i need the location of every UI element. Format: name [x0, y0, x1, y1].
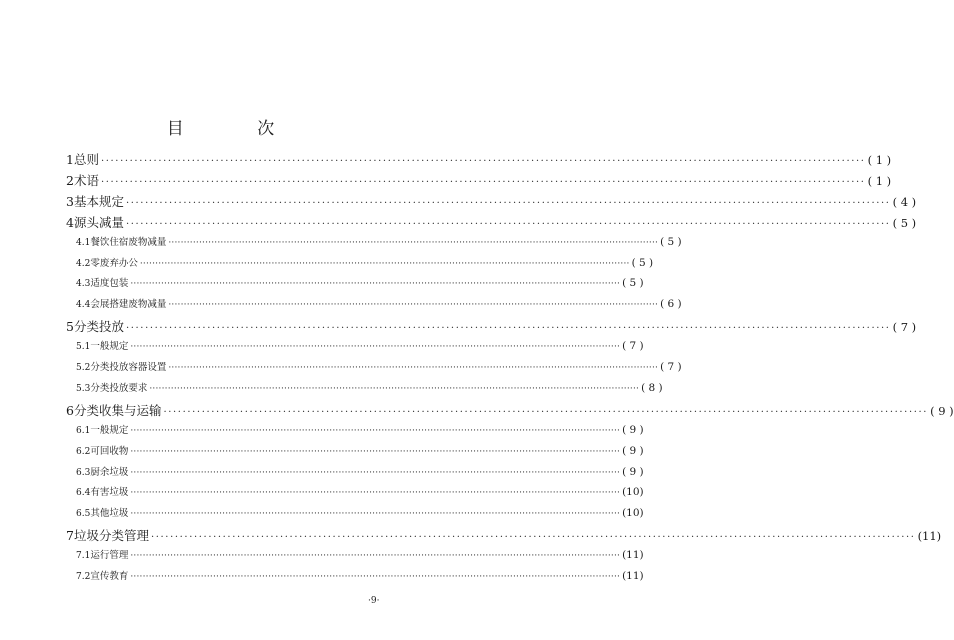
toc-entry-page: ( 5 )	[622, 277, 644, 290]
toc-dot-leader: ································································································································································	[130, 509, 621, 520]
toc-entry-page: ( 7 )	[622, 340, 644, 353]
toc-entry-title: 一般规定	[90, 341, 129, 353]
toc-entry-title: 基本规定	[73, 193, 124, 209]
toc-entry-title: 可回收物	[90, 445, 129, 457]
toc-dot-leader: ································································································································································	[130, 446, 621, 457]
toc-entry	[62, 380, 663, 394]
toc-dot-leader: ································································································································································	[168, 237, 659, 248]
toc-entry-page: ( 5 )	[631, 256, 654, 269]
toc-entry	[62, 296, 682, 311]
toc-entry-number: 7.1	[76, 551, 91, 562]
toc-entry	[62, 171, 892, 189]
toc-dot-leader: ································································································································································	[130, 279, 621, 290]
toc-entry	[62, 150, 892, 168]
toc-dot-leader: ································································································································································	[130, 425, 621, 436]
toc-entry	[62, 568, 644, 582]
toc-entry-page: ( 9 )	[622, 444, 644, 457]
toc-entry-title: 宣传教育	[90, 571, 129, 582]
toc-entry	[62, 422, 644, 436]
toc-entry	[62, 505, 644, 520]
toc-dot-leader: ································································································································································	[150, 532, 916, 544]
toc-dot-leader: ································································································································································	[130, 488, 621, 499]
toc-entry	[62, 464, 644, 478]
toc-dot-leader: ································································································································································	[168, 300, 659, 311]
toc-entry-title: 零废弃办公	[90, 257, 138, 269]
toc-entry-page: (11)	[622, 570, 644, 582]
toc-entry-page: ( 5 )	[892, 215, 917, 230]
toc-dot-leader: ································································································································································	[149, 383, 640, 394]
toc-entry-number: 6.2	[76, 446, 91, 457]
toc-entry	[62, 255, 654, 269]
toc-entry-number: 4.1	[76, 237, 91, 248]
toc-dot-leader: ································································································································································	[125, 197, 891, 209]
toc-entry	[62, 526, 942, 544]
toc-entry-page: ( 9 )	[622, 465, 644, 478]
toc-dot-leader: ································································································································································	[163, 406, 929, 418]
toc-entry-title: 分类投放容器设置	[90, 362, 167, 373]
toc-entry	[62, 359, 682, 373]
toc-dot-leader: ································································································································································	[130, 342, 621, 353]
toc-entry-title: 适度包装	[90, 278, 129, 290]
page-title: 目 次	[166, 119, 309, 139]
toc-entry-page: ( 9 )	[622, 423, 644, 436]
toc-entry-number: 5.3	[76, 383, 91, 394]
toc-entry-number: 6	[66, 402, 74, 418]
toc-entry-title: 分类投放要求	[90, 382, 148, 394]
toc-entry-number: 6.3	[76, 467, 91, 478]
toc-entry-number: 6.5	[76, 509, 91, 520]
toc-dot-leader: ································································································································································	[100, 176, 866, 188]
toc-entry-number: 6.4	[76, 488, 91, 499]
toc-entry-page: ( 1 )	[867, 173, 892, 188]
toc-entry-title: 分类投放	[73, 319, 124, 335]
toc-entry-title: 分类收集与运输	[73, 402, 162, 418]
toc-entry-page: ( 5 )	[660, 235, 682, 248]
toc-entry	[62, 547, 644, 562]
toc-entry	[62, 234, 682, 248]
toc-dot-leader: ································································································································································	[125, 323, 891, 335]
toc-dot-leader: ································································································································································	[168, 363, 659, 373]
toc-entry-number: 2	[66, 172, 74, 188]
toc-entry	[62, 213, 917, 231]
toc-entry-number: 6.1	[76, 425, 91, 436]
toc-dot-leader: ································································································································································	[100, 156, 866, 167]
toc-entry-title: 厨余垃圾	[90, 466, 129, 478]
toc-entry-title: 运行管理	[90, 550, 129, 562]
toc-entry-number: 4.3	[76, 279, 91, 290]
toc-entry-title: 源头减量	[73, 214, 124, 230]
toc-entry-number: 5.1	[76, 342, 91, 353]
toc-entry	[62, 401, 954, 419]
toc-entry	[62, 275, 644, 290]
toc-entry-page: ( 7 )	[660, 361, 682, 373]
toc-entry-title: 餐饮住宿废物减量	[90, 236, 167, 248]
toc-entry-number: 7.2	[76, 572, 91, 582]
toc-entry-number: 4	[66, 214, 74, 230]
toc-entry-title: 一般规定	[90, 424, 129, 436]
toc-entry-number: 5.2	[76, 363, 91, 373]
toc-entry-page: (10)	[622, 507, 644, 520]
toc-entry-title: 垃圾分类管理	[73, 528, 149, 544]
toc-entry-page: (11)	[917, 529, 942, 544]
toc-entry	[62, 484, 644, 499]
toc-entry	[62, 192, 917, 210]
toc-entry-number: 1	[66, 152, 74, 167]
page-number: ·9·	[368, 596, 380, 606]
toc-entry-number: 3	[66, 193, 74, 209]
toc-entry-title: 会展搭建废物减量	[90, 299, 167, 311]
toc-entry-number: 7	[66, 528, 74, 544]
toc-entry-title: 术语	[73, 172, 99, 188]
toc-entry-page: ( 9 )	[930, 403, 954, 418]
toc-entry-title: 总则	[73, 152, 99, 167]
toc-entry-page: ( 1 )	[867, 153, 892, 167]
toc-entry-page: ( 6 )	[660, 298, 682, 311]
toc-dot-leader: ································································································································································	[130, 551, 621, 562]
toc-entry	[62, 443, 644, 457]
toc-dot-leader: ································································································································································	[139, 258, 630, 269]
toc-entry-page: ( 8 )	[641, 381, 663, 394]
toc-dot-leader: ································································································································································	[130, 572, 621, 582]
toc-entry-number: 4.2	[76, 258, 91, 269]
toc-entry-title: 其他垃圾	[90, 508, 129, 520]
toc-entry-number: 5	[66, 319, 74, 335]
toc-entry-page: ( 4 )	[892, 194, 917, 209]
toc-entry	[62, 317, 917, 335]
toc-dot-leader: ································································································································································	[125, 218, 891, 230]
toc-entry-page: ( 7 )	[892, 320, 917, 335]
toc-entry-title: 有害垃圾	[90, 487, 129, 499]
toc-entry-page: (11)	[622, 549, 644, 562]
toc-dot-leader: ································································································································································	[130, 467, 621, 478]
toc-entry-page: (10)	[622, 486, 644, 499]
toc-entry-number: 4.4	[76, 300, 91, 311]
toc-entry	[62, 338, 644, 353]
